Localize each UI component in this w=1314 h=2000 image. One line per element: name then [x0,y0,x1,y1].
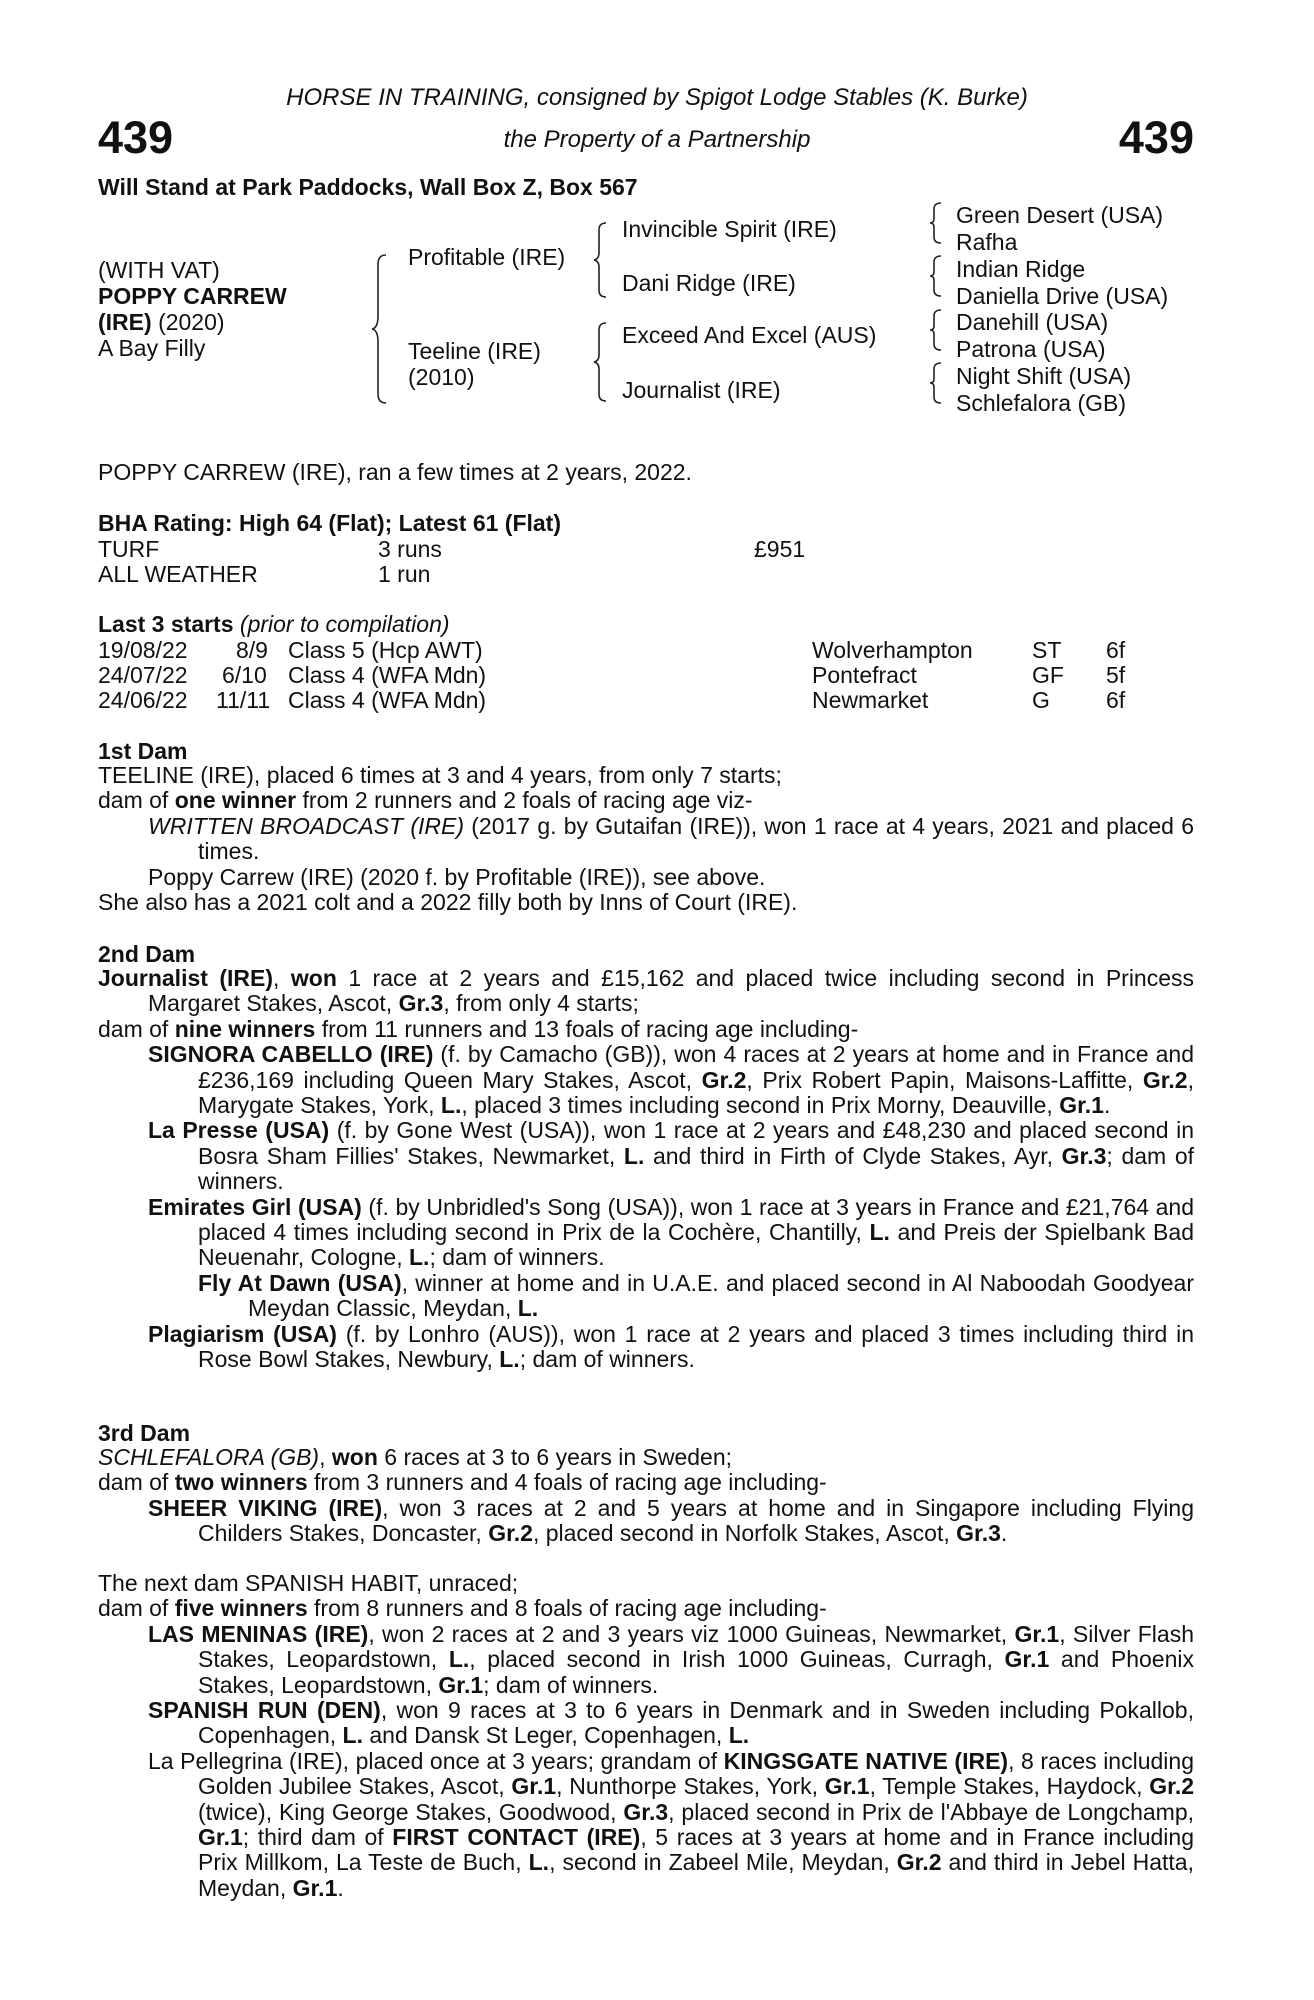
dam-sire: Exceed And Excel (AUS) [622,322,877,348]
granddam-1: Rafha [956,229,1018,255]
start-race: Class 5 (Hcp AWT) [288,637,483,663]
start-date: 19/08/22 [98,637,188,663]
grandsire-2: Indian Ridge [956,256,1086,282]
prize: £951 [754,536,806,562]
winners-count: two winners [174,1469,308,1496]
rating-title: BHA Rating: High 64 (Flat); Latest 61 (Flat) [98,510,561,536]
start-date: 24/07/22 [98,662,188,688]
horse-year: (2020) [158,309,225,335]
winners-count: five winners [174,1595,308,1622]
consignor-line: HORSE IN TRAINING, consigned by Spigot Lodge Stables (K. Burke) [286,84,1028,111]
start-distance: 6f [1106,687,1126,713]
third-dam-line1: SCHLEFALORA (GB), won 6 races at 3 to 6 years in Sweden; [98,1444,733,1470]
granddam-2: Daniella Drive (USA) [956,283,1169,309]
last-starts-title: Last 3 starts [98,611,234,637]
sire-sire: Invincible Spirit (IRE) [622,216,837,242]
second-dam-title: 2nd Dam [98,941,196,967]
dam-dam: Journalist (IRE) [622,377,781,403]
runs: 3 runs [378,536,442,562]
next-dam-section [98,1571,1194,1901]
grandsire-1: Green Desert (USA) [956,202,1164,228]
lot-number-right: 439 [1118,112,1194,163]
grandsire-3: Danehill (USA) [956,309,1109,335]
start-race: Class 4 (WFA Mdn) [288,662,487,688]
pedigree-brace-main [372,254,392,404]
start-distance: 5f [1106,662,1126,688]
pedigree-brace-g2 [930,255,944,297]
pedigree-brace-g1 [930,202,944,244]
horse-country: (IRE) [98,309,152,335]
granddam-3: Patrona (USA) [956,336,1106,362]
third-dam-line2: dam of two winners from 3 runners and 4 foals of racing age including- [98,1469,827,1496]
second-dam-line1: Journalist (IRE), won 1 race at 2 years and £15,162 and placed twice including second in Princess Margaret Stakes, Ascot, Gr.3, from only 4 starts; [98,965,1195,1017]
stable-location: Will Stand at Park Paddocks, Wall Box Z, Box 567 [98,174,638,200]
produce-poppy-carrew: Poppy Carrew (IRE) (2020 f. by Profitable (IRE)), see above. [148,863,766,890]
start-going: ST [1032,637,1062,663]
start-pos: 6/10 [222,662,267,688]
start-course: Wolverhampton [812,637,973,663]
produce-note: She also has a 2021 colt and a 2022 filly both by Inns of Court (IRE). [98,889,798,916]
produce-la-presse: La Presse (USA) (f. by Gone West (USA)), won 1 race at 2 years and £48,230 and placed second in Bosra Sham Fillies' Stakes, Newmarket, L. and third in Firth of Clyde Stakes, Ayr, Gr.3; dam of winners. [148,1117,1194,1195]
produce-signora-cabello: SIGNORA CABELLO (IRE) (f. by Camacho (GB)), won 4 races at 2 years at home and in France and £236,169 including Queen Mary Stakes, Ascot, Gr.2, Prix Robert Papin, Maisons-Laffitte, Gr.2, Marygate Stakes, York, L., placed 3 times including second in Prix Morny, Deauville, Gr.1. [148,1041,1194,1119]
sire: Profitable (IRE) [408,244,566,270]
start-pos: 8/9 [236,637,268,663]
produce-written-broadcast: WRITTEN BROADCAST (IRE) (2017 g. by Gutaifan (IRE)), won 1 race at 4 years, 2021 and placed 6 times. [148,812,1194,865]
produce-name: WRITTEN BROADCAST (IRE) [148,812,465,839]
next-dam-line2: dam of five winners from 8 runners and 8 foals of racing age including- [98,1595,827,1622]
start-course: Newmarket [812,687,929,713]
produce-la-pellegrina: La Pellegrina (IRE), placed once at 3 years; grandam of KINGSGATE NATIVE (IRE), 8 races including Golden Jubilee Stakes, Ascot, Gr.1, Nunthorpe Stakes, York, Gr.1, Temple Stakes, Haydock, Gr.2 (twice), King George Stakes, Goodwood, Gr.3, placed second in Prix de l'Abbaye de Longchamp, Gr.1; third dam of FIRST CONTACT (IRE), 5 races at 3 years at home and in France including Prix Millkom, La Teste de Buch, L., second in Zabeel Mile, Meydan, Gr.2 and third in Jebel Hatta, Meydan, Gr.1. [148,1747,1195,1901]
pedigree-brace-sire [594,222,610,298]
start-pos: 11/11 [216,687,271,713]
produce-fly-at-dawn: Fly At Dawn (USA), winner at home and in U.A.E. and placed second in Al Naboodah Goodyear Meydan Classic, Meydan, L. [198,1269,1194,1322]
first-dam-section [98,763,1194,915]
produce-emirates-girl: Emirates Girl (USA) (f. by Unbridled's Song (USA)), won 1 race at 3 years in France and £21,764 and placed 4 times including second in Prix de la Cochère, Chantilly, L. and Preis der Spielbank Bad Neuenahr, Cologne, L.; dam of winners. [148,1193,1194,1271]
start-going: GF [1032,662,1064,688]
pedigree-brace-dam [594,322,610,402]
third-dam-title: 3rd Dam [98,1420,191,1446]
lot-number-left: 439 [98,112,174,163]
start-race: Class 4 (WFA Mdn) [288,687,487,713]
third-dam-section [98,1445,1194,1547]
horse-description: A Bay Filly [98,335,206,361]
runs: 1 run [378,561,431,587]
start-course: Pontefract [812,662,917,688]
first-dam-line1: TEELINE (IRE), placed 6 times at 3 and 4 years, from only 7 starts; [98,762,782,788]
second-dam-section [98,966,1194,1373]
surface: ALL WEATHER [98,561,258,587]
winners-count: nine winners [174,1015,316,1042]
pedigree-brace-g4 [930,362,944,404]
next-dam-line1: The next dam SPANISH HABIT, unraced; [98,1570,519,1596]
produce-plagiarism: Plagiarism (USA) (f. by Lonhro (AUS)), won 1 race at 2 years and placed 3 times including third in Rose Bowl Stakes, Newbury, L.; dam of winners. [148,1320,1194,1373]
horse-name-suffix [98,310,225,335]
produce-las-meninas: LAS MENINAS (IRE), won 2 races at 2 and 3 years viz 1000 Guineas, Newmarket, Gr.1, Silver Flash Stakes, Leopardstown, L., placed second in Irish 1000 Guineas, Curragh, Gr.1 and Phoenix Stakes, Leopardstown, Gr.1; dam of winners. [148,1620,1195,1698]
start-going: G [1032,687,1050,713]
first-dam-line2: dam of one winner from 2 runners and 2 foals of racing age viz- [98,787,753,814]
vat-note: (WITH VAT) [98,257,220,283]
horse-name: POPPY CARREW [98,283,287,309]
sire-dam: Dani Ridge (IRE) [622,270,796,296]
surface: TURF [98,536,160,562]
dam: Teeline (IRE) [408,338,541,364]
pedigree-brace-g3 [930,309,944,351]
second-dam-line2: dam of nine winners from 11 runners and 13 foals of racing age including- [98,1015,859,1042]
property-line: the Property of a Partnership [503,126,811,153]
grandsire-4: Night Shift (USA) [956,363,1132,389]
rating-row-turf [98,536,159,563]
last-starts-note: (prior to compilation) [239,611,450,637]
start-date: 24/06/22 [98,687,188,713]
first-dam-title: 1st Dam [98,738,188,764]
granddam-4: Schlefalora (GB) [956,390,1127,416]
produce-spanish-run: SPANISH RUN (DEN), won 9 races at 3 to 6 years in Denmark and in Sweden including Pokallob, Copenhagen, L. and Dansk St Leger, Copenhagen, L. [148,1697,1194,1749]
race-summary: POPPY CARREW (IRE), ran a few times at 2 years, 2022. [98,459,692,485]
produce-sheer-viking: SHEER VIKING (IRE), won 3 races at 2 and 5 years at home and in Singapore including Flying Childers Stakes, Doncaster, Gr.2, placed second in Norfolk Stakes, Ascot, Gr.3. [148,1494,1194,1547]
start-distance: 6f [1106,637,1126,663]
winners-count: one winner [174,787,297,814]
last-starts-heading [98,612,450,637]
dam-year: (2010) [408,364,475,390]
